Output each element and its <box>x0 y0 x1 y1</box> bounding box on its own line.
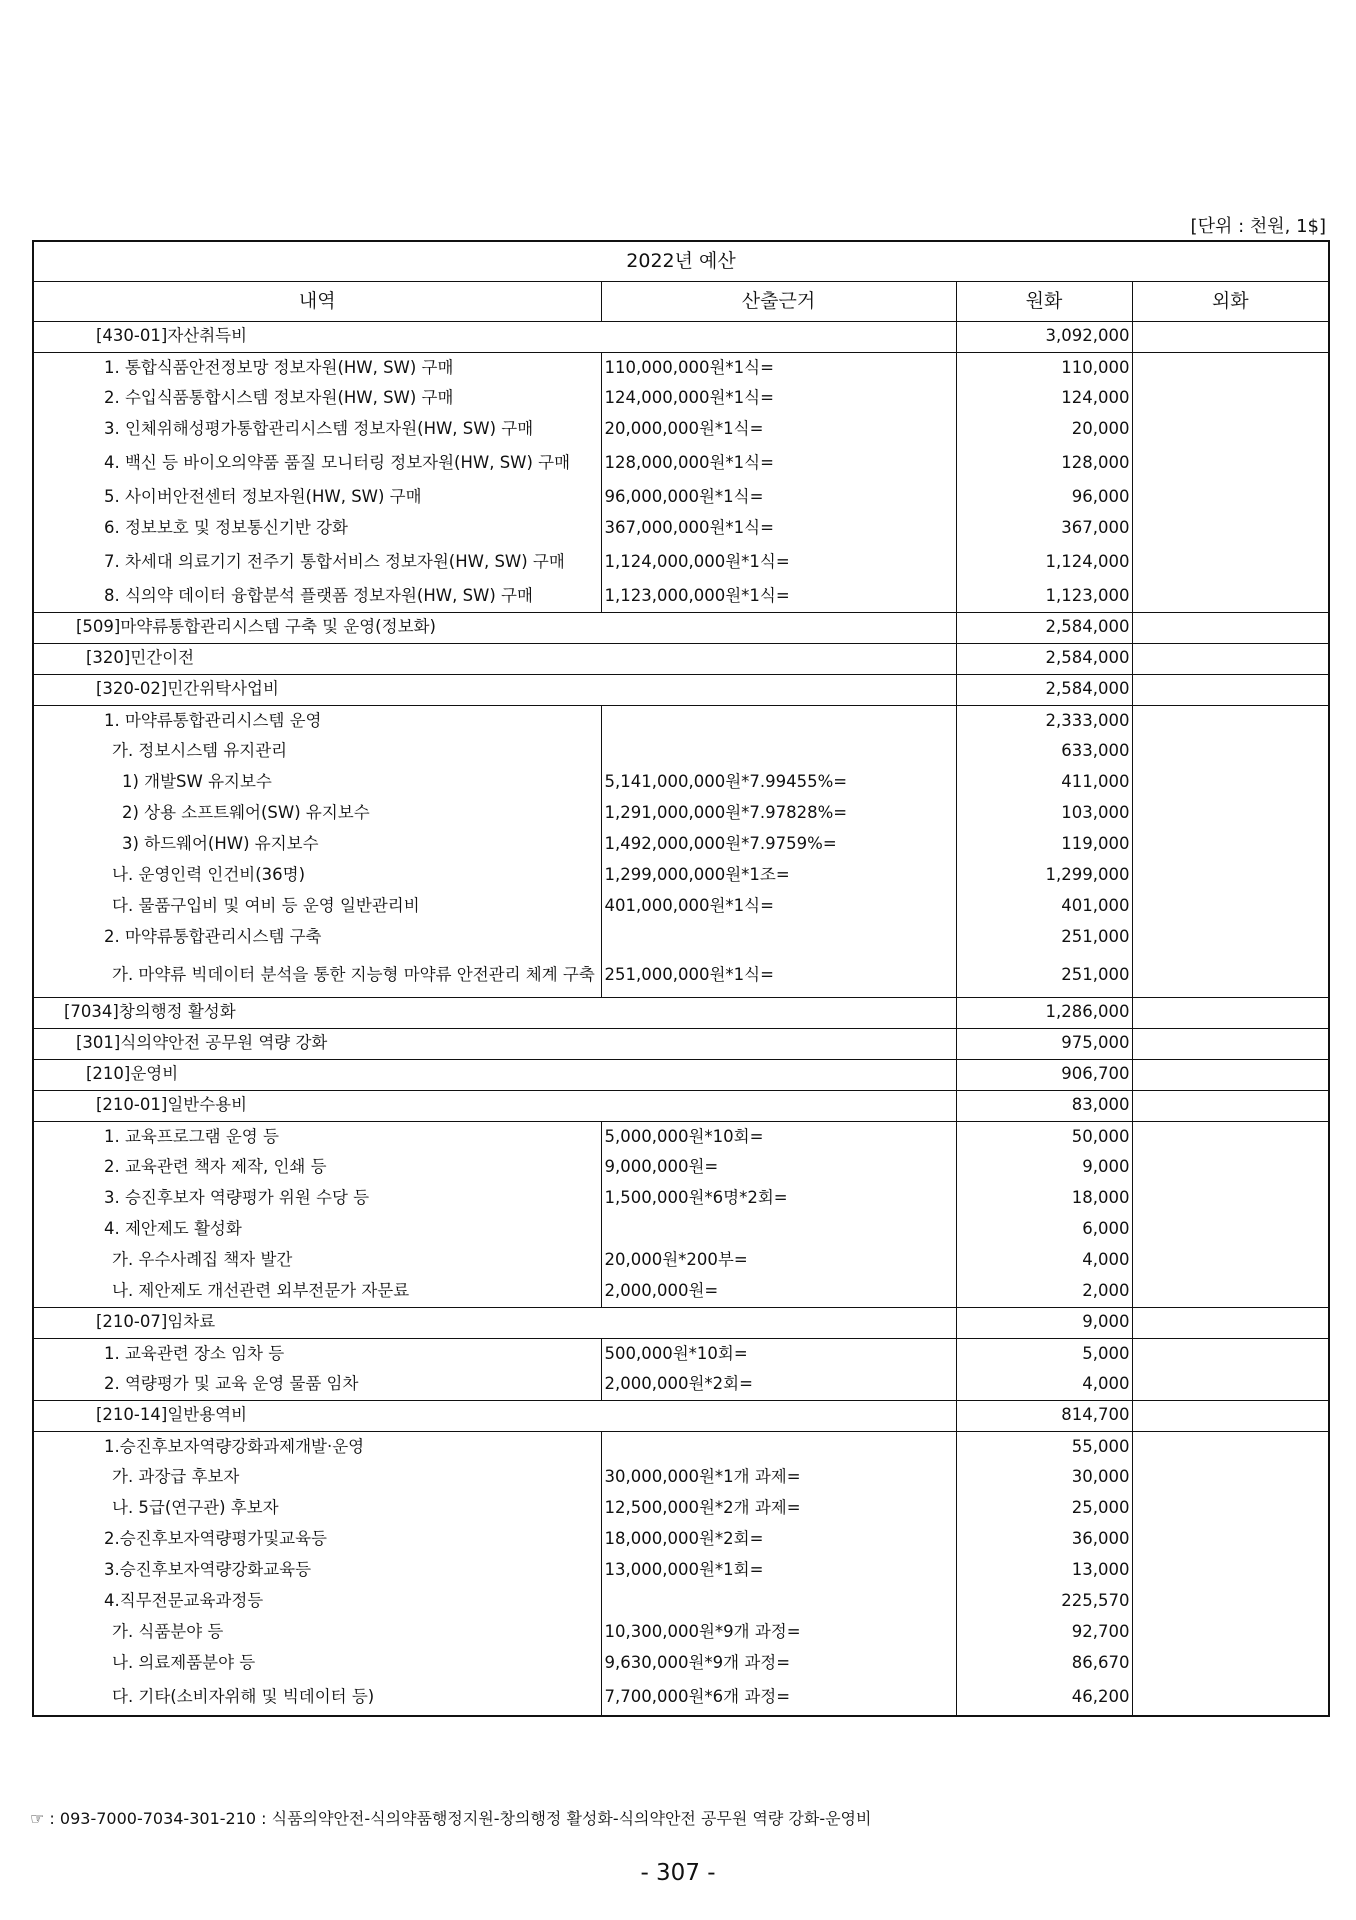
row-item: [210-01]일반수용비 <box>33 1090 956 1121</box>
row-item: 3.승진후보자역량강화교육등 <box>33 1555 601 1586</box>
row-foreign <box>1132 482 1329 513</box>
row-krw: 46,200 <box>956 1679 1132 1716</box>
row-foreign <box>1132 860 1329 891</box>
page-number: - 307 - <box>640 1860 716 1886</box>
row-krw: 251,000 <box>956 953 1132 997</box>
table-row <box>33 352 1329 383</box>
row-basis: 251,000,000원*1식= <box>601 953 956 997</box>
row-krw: 18,000 <box>956 1183 1132 1214</box>
row-item: 나. 운영인력 인건비(36명) <box>33 860 601 891</box>
row-item: 나. 의료제품분야 등 <box>33 1648 601 1679</box>
table-row <box>33 736 1329 767</box>
row-basis: 9,000,000원= <box>601 1152 956 1183</box>
row-item: 가. 우수사례집 책자 발간 <box>33 1245 601 1276</box>
row-basis: 500,000원*10회= <box>601 1338 956 1369</box>
table-row <box>33 1245 1329 1276</box>
row-item: 1) 개발SW 유지보수 <box>33 767 601 798</box>
row-basis: 20,000,000원*1식= <box>601 414 956 445</box>
row-foreign <box>1132 1648 1329 1679</box>
row-item: 가. 과장급 후보자 <box>33 1462 601 1493</box>
table-row <box>33 922 1329 953</box>
row-item: 2. 수입식품통합시스템 정보자원(HW, SW) 구매 <box>33 383 601 414</box>
table-row <box>33 1214 1329 1245</box>
table-row <box>33 1586 1329 1617</box>
row-krw: 5,000 <box>956 1338 1132 1369</box>
table-row <box>33 1028 1329 1059</box>
row-foreign <box>1132 321 1329 352</box>
row-foreign <box>1132 544 1329 581</box>
row-foreign <box>1132 1276 1329 1307</box>
row-item: 1. 마약류통합관리시스템 운영 <box>33 705 601 736</box>
row-foreign <box>1132 612 1329 643</box>
row-basis: 5,000,000원*10회= <box>601 1121 956 1152</box>
table-row <box>33 513 1329 544</box>
row-foreign <box>1132 1524 1329 1555</box>
row-foreign <box>1132 891 1329 922</box>
row-foreign <box>1132 414 1329 445</box>
table-row <box>33 1307 1329 1338</box>
row-foreign <box>1132 445 1329 482</box>
row-basis <box>601 1586 956 1617</box>
row-basis: 1,500,000원*6명*2회= <box>601 1183 956 1214</box>
row-krw: 1,299,000 <box>956 860 1132 891</box>
table-row <box>33 383 1329 414</box>
header-row <box>33 281 1329 321</box>
row-foreign <box>1132 1369 1329 1400</box>
table-row <box>33 1369 1329 1400</box>
row-krw: 92,700 <box>956 1617 1132 1648</box>
table-row <box>33 1090 1329 1121</box>
table-row <box>33 1121 1329 1152</box>
table-row <box>33 997 1329 1028</box>
row-item: 가. 식품분야 등 <box>33 1617 601 1648</box>
row-item: 1. 교육프로그램 운영 등 <box>33 1121 601 1152</box>
row-foreign <box>1132 829 1329 860</box>
row-foreign <box>1132 581 1329 612</box>
row-item: 2. 마약류통합관리시스템 구축 <box>33 922 601 953</box>
row-item: 4.직무전문교육과정등 <box>33 1586 601 1617</box>
table-row <box>33 1679 1329 1716</box>
row-foreign <box>1132 1245 1329 1276</box>
row-basis: 2,000,000원*2회= <box>601 1369 956 1400</box>
table-row <box>33 1431 1329 1462</box>
row-krw: 6,000 <box>956 1214 1132 1245</box>
row-basis: 9,630,000원*9개 과정= <box>601 1648 956 1679</box>
row-krw: 225,570 <box>956 1586 1132 1617</box>
header-item: 내역 <box>33 281 601 321</box>
row-foreign <box>1132 1307 1329 1338</box>
row-foreign <box>1132 953 1329 997</box>
row-item: 4. 제안제도 활성화 <box>33 1214 601 1245</box>
row-basis: 367,000,000원*1식= <box>601 513 956 544</box>
row-krw: 2,333,000 <box>956 705 1132 736</box>
row-foreign <box>1132 1555 1329 1586</box>
row-item: [320]민간이전 <box>33 643 956 674</box>
row-item: [320-02]민간위탁사업비 <box>33 674 956 705</box>
row-item: 가. 마약류 빅데이터 분석을 통한 지능형 마약류 안전관리 체계 구축 <box>33 953 601 997</box>
row-basis: 13,000,000원*1회= <box>601 1555 956 1586</box>
table-row <box>33 1493 1329 1524</box>
row-krw: 1,124,000 <box>956 544 1132 581</box>
row-item: 나. 5급(연구관) 후보자 <box>33 1493 601 1524</box>
row-basis: 110,000,000원*1식= <box>601 352 956 383</box>
row-krw: 633,000 <box>956 736 1132 767</box>
header-basis: 산출근거 <box>601 281 956 321</box>
row-item: 2. 교육관련 책자 제작, 인쇄 등 <box>33 1152 601 1183</box>
row-krw: 55,000 <box>956 1431 1132 1462</box>
row-foreign <box>1132 1617 1329 1648</box>
row-krw: 411,000 <box>956 767 1132 798</box>
row-basis <box>601 736 956 767</box>
row-item: 다. 기타(소비자위해 및 빅데이터 등) <box>33 1679 601 1716</box>
table-row <box>33 674 1329 705</box>
row-basis: 128,000,000원*1식= <box>601 445 956 482</box>
row-basis: 5,141,000,000원*7.99455%= <box>601 767 956 798</box>
table-row <box>33 581 1329 612</box>
table-row <box>33 798 1329 829</box>
row-basis <box>601 705 956 736</box>
row-krw: 50,000 <box>956 1121 1132 1152</box>
row-basis: 1,492,000,000원*7.9759%= <box>601 829 956 860</box>
row-krw: 2,584,000 <box>956 612 1132 643</box>
row-krw: 119,000 <box>956 829 1132 860</box>
table-row <box>33 1400 1329 1431</box>
row-basis: 1,291,000,000원*7.97828%= <box>601 798 956 829</box>
header-foreign: 외화 <box>1132 281 1329 321</box>
table-row <box>33 1152 1329 1183</box>
row-foreign <box>1132 767 1329 798</box>
row-basis: 1,299,000,000원*1조= <box>601 860 956 891</box>
row-basis: 30,000,000원*1개 과제= <box>601 1462 956 1493</box>
row-basis: 1,124,000,000원*1식= <box>601 544 956 581</box>
row-foreign <box>1132 1462 1329 1493</box>
table-row <box>33 643 1329 674</box>
row-basis: 12,500,000원*2개 과제= <box>601 1493 956 1524</box>
row-foreign <box>1132 1152 1329 1183</box>
row-krw: 1,123,000 <box>956 581 1132 612</box>
table-row <box>33 1648 1329 1679</box>
row-item: [430-01]자산취득비 <box>33 321 956 352</box>
table-row <box>33 860 1329 891</box>
row-basis <box>601 1431 956 1462</box>
row-krw: 9,000 <box>956 1307 1132 1338</box>
row-item: [210-14]일반용역비 <box>33 1400 956 1431</box>
table-row <box>33 445 1329 482</box>
row-krw: 110,000 <box>956 352 1132 383</box>
row-item: [509]마약류통합관리시스템 구축 및 운영(정보화) <box>33 612 956 643</box>
row-krw: 4,000 <box>956 1245 1132 1276</box>
row-krw: 20,000 <box>956 414 1132 445</box>
row-krw: 83,000 <box>956 1090 1132 1121</box>
row-krw: 4,000 <box>956 1369 1132 1400</box>
row-foreign <box>1132 1431 1329 1462</box>
row-basis: 401,000,000원*1식= <box>601 891 956 922</box>
row-item: 4. 백신 등 바이오의약품 품질 모니터링 정보자원(HW, SW) 구매 <box>33 445 601 482</box>
row-foreign <box>1132 1400 1329 1431</box>
row-foreign <box>1132 1090 1329 1121</box>
row-foreign <box>1132 705 1329 736</box>
row-krw: 36,000 <box>956 1524 1132 1555</box>
table-row <box>33 1059 1329 1090</box>
table-row <box>33 1338 1329 1369</box>
header-krw: 원화 <box>956 281 1132 321</box>
row-item: 2.승진후보자역량평가및교육등 <box>33 1524 601 1555</box>
unit-label: [단위 : 천원, 1$] <box>1190 216 1326 237</box>
row-krw: 86,670 <box>956 1648 1132 1679</box>
row-item: 나. 제안제도 개선관련 외부전문가 자문료 <box>33 1276 601 1307</box>
table-row <box>33 1462 1329 1493</box>
row-foreign <box>1132 1183 1329 1214</box>
budget-table <box>32 240 1330 1717</box>
row-item: 5. 사이버안전센터 정보자원(HW, SW) 구매 <box>33 482 601 513</box>
table-row <box>33 544 1329 581</box>
row-foreign <box>1132 1679 1329 1716</box>
row-foreign <box>1132 922 1329 953</box>
row-basis: 124,000,000원*1식= <box>601 383 956 414</box>
row-foreign <box>1132 798 1329 829</box>
row-krw: 103,000 <box>956 798 1132 829</box>
row-foreign <box>1132 1586 1329 1617</box>
row-item: 2. 역량평가 및 교육 운영 물품 임차 <box>33 1369 601 1400</box>
table-row <box>33 705 1329 736</box>
row-item: [7034]창의행정 활성화 <box>33 997 956 1028</box>
row-item: 1.승진후보자역량강화과제개발·운영 <box>33 1431 601 1462</box>
table-row <box>33 482 1329 513</box>
row-foreign <box>1132 674 1329 705</box>
row-item: 3) 하드웨어(HW) 유지보수 <box>33 829 601 860</box>
row-item: 6. 정보보호 및 정보통신기반 강화 <box>33 513 601 544</box>
row-krw: 2,584,000 <box>956 643 1132 674</box>
row-krw: 124,000 <box>956 383 1132 414</box>
table-row <box>33 612 1329 643</box>
row-foreign <box>1132 1214 1329 1245</box>
row-foreign <box>1132 643 1329 674</box>
row-basis: 20,000원*200부= <box>601 1245 956 1276</box>
row-krw: 128,000 <box>956 445 1132 482</box>
row-krw: 2,584,000 <box>956 674 1132 705</box>
table-row <box>33 1524 1329 1555</box>
row-krw: 13,000 <box>956 1555 1132 1586</box>
table-row <box>33 891 1329 922</box>
row-item: [210]운영비 <box>33 1059 956 1090</box>
row-item: 1. 교육관련 장소 임차 등 <box>33 1338 601 1369</box>
row-basis <box>601 922 956 953</box>
row-krw: 251,000 <box>956 922 1132 953</box>
row-krw: 401,000 <box>956 891 1132 922</box>
row-krw: 814,700 <box>956 1400 1132 1431</box>
row-krw: 2,000 <box>956 1276 1132 1307</box>
table-row <box>33 414 1329 445</box>
row-basis: 10,300,000원*9개 과정= <box>601 1617 956 1648</box>
row-foreign <box>1132 1121 1329 1152</box>
row-item: 3. 인체위해성평가통합관리시스템 정보자원(HW, SW) 구매 <box>33 414 601 445</box>
row-foreign <box>1132 736 1329 767</box>
row-item: 8. 식의약 데이터 융합분석 플랫폼 정보자원(HW, SW) 구매 <box>33 581 601 612</box>
table-row <box>33 1617 1329 1648</box>
row-krw: 9,000 <box>956 1152 1132 1183</box>
table-row <box>33 1183 1329 1214</box>
row-krw: 30,000 <box>956 1462 1132 1493</box>
row-krw: 975,000 <box>956 1028 1132 1059</box>
table-row <box>33 1276 1329 1307</box>
row-item: 1. 통합식품안전정보망 정보자원(HW, SW) 구매 <box>33 352 601 383</box>
row-basis: 7,700,000원*6개 과정= <box>601 1679 956 1716</box>
row-foreign <box>1132 383 1329 414</box>
row-foreign <box>1132 352 1329 383</box>
row-foreign <box>1132 1338 1329 1369</box>
table-title-row <box>33 241 1329 281</box>
row-item: [301]식의약안전 공무원 역량 강화 <box>33 1028 956 1059</box>
row-item: 3. 승진후보자 역량평가 위원 수당 등 <box>33 1183 601 1214</box>
table-row <box>33 1555 1329 1586</box>
footnote: ☞ : 093-7000-7034-301-210 : 식품의약안전-식의약품행정지원-창의행정 활성화-식의약안전 공무원 역량 강화-운영비 <box>30 1809 872 1828</box>
row-krw: 1,286,000 <box>956 997 1132 1028</box>
row-basis: 1,123,000,000원*1식= <box>601 581 956 612</box>
row-basis: 96,000,000원*1식= <box>601 482 956 513</box>
table-title: 2022년 예산 <box>33 241 1329 281</box>
row-item: 다. 물품구입비 및 여비 등 운영 일반관리비 <box>33 891 601 922</box>
table-row <box>33 321 1329 352</box>
row-foreign <box>1132 1059 1329 1090</box>
row-foreign <box>1132 1493 1329 1524</box>
row-basis: 2,000,000원= <box>601 1276 956 1307</box>
row-krw: 25,000 <box>956 1493 1132 1524</box>
table-row <box>33 829 1329 860</box>
table-row <box>33 953 1329 997</box>
row-foreign <box>1132 1028 1329 1059</box>
row-krw: 96,000 <box>956 482 1132 513</box>
row-item: [210-07]임차료 <box>33 1307 956 1338</box>
row-basis <box>601 1214 956 1245</box>
row-foreign <box>1132 513 1329 544</box>
row-item: 가. 정보시스템 유지관리 <box>33 736 601 767</box>
row-basis: 18,000,000원*2회= <box>601 1524 956 1555</box>
row-krw: 367,000 <box>956 513 1132 544</box>
table-row <box>33 767 1329 798</box>
row-item: 2) 상용 소프트웨어(SW) 유지보수 <box>33 798 601 829</box>
row-krw: 3,092,000 <box>956 321 1132 352</box>
row-foreign <box>1132 997 1329 1028</box>
row-item: 7. 차세대 의료기기 전주기 통합서비스 정보자원(HW, SW) 구매 <box>33 544 601 581</box>
row-krw: 906,700 <box>956 1059 1132 1090</box>
